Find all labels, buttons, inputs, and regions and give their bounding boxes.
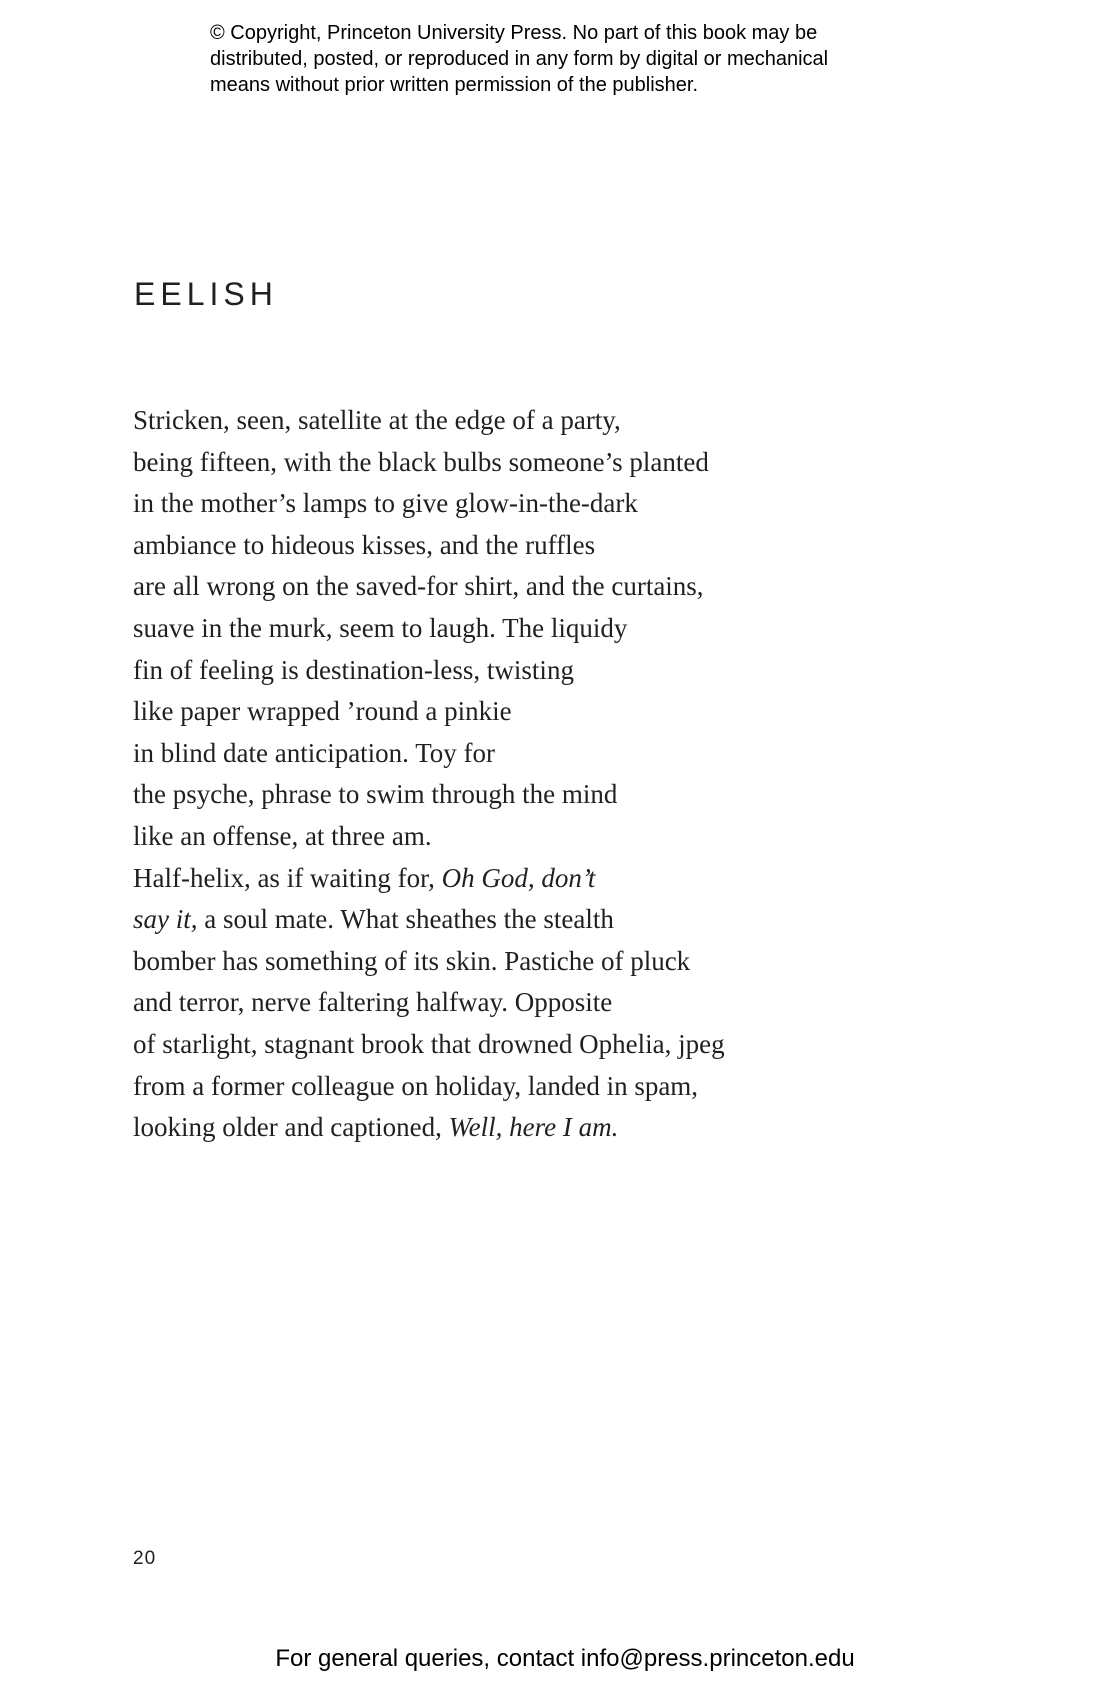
poem-line: like paper wrapped ’round a pinkie xyxy=(133,696,512,727)
poem-line-text: a soul mate. What sheathes the stealth xyxy=(197,904,614,935)
poem-line: in blind date anticipation. Toy for xyxy=(133,737,496,768)
poem-title: EELISH xyxy=(134,276,278,312)
page-number: 20 xyxy=(133,1548,157,1569)
poem-body xyxy=(133,400,725,1149)
poem-line: bomber has something of its skin. Pastiche of pluck xyxy=(133,945,691,976)
poem-line-italic: say it, xyxy=(133,904,198,935)
poem-line-italic: Oh God, don’t xyxy=(441,862,596,893)
poem-line xyxy=(133,858,725,900)
poem-line-text: looking older and captioned, xyxy=(133,1112,449,1143)
poem-line: are all wrong on the saved-for shirt, and the curtains, xyxy=(133,571,704,602)
poem-line-text: Half-helix, as if waiting for, xyxy=(133,862,442,893)
poem-line xyxy=(133,1107,725,1149)
poem-line: being fifteen, with the black bulbs someone’s planted xyxy=(133,446,709,477)
poem-line: from a former colleague on holiday, landed in spam, xyxy=(133,1070,699,1101)
poem-line: in the mother’s lamps to give glow-in-the-dark xyxy=(133,488,638,519)
poem-line xyxy=(133,899,725,941)
poem-line: the psyche, phrase to swim through the mind xyxy=(133,779,618,810)
copyright-notice xyxy=(210,20,910,98)
poem-line: like an offense, at three am. xyxy=(133,820,432,851)
poem-line: fin of feeling is destination-less, twisting xyxy=(133,654,574,685)
poem-line: and terror, nerve faltering halfway. Opposite xyxy=(133,987,613,1018)
poem-line: Stricken, seen, satellite at the edge of a party, xyxy=(133,405,621,435)
copyright-line: © Copyright, Princeton University Press. No part of this book may be xyxy=(210,22,818,44)
poem-line: of starlight, stagnant brook that drowned Ophelia, jpeg xyxy=(133,1028,725,1059)
poem-line: suave in the murk, seem to laugh. The liquidy xyxy=(133,612,628,643)
copyright-line: means without prior written permission of the publisher. xyxy=(210,74,699,96)
poem-line-italic: Well, here I am. xyxy=(448,1112,619,1143)
poem-line: ambiance to hideous kisses, and the ruffles xyxy=(133,529,596,560)
copyright-line: distributed, posted, or reproduced in any form by digital or mechanical xyxy=(210,48,829,70)
footer-contact: For general queries, contact info@press.princeton.edu xyxy=(275,1645,855,1672)
